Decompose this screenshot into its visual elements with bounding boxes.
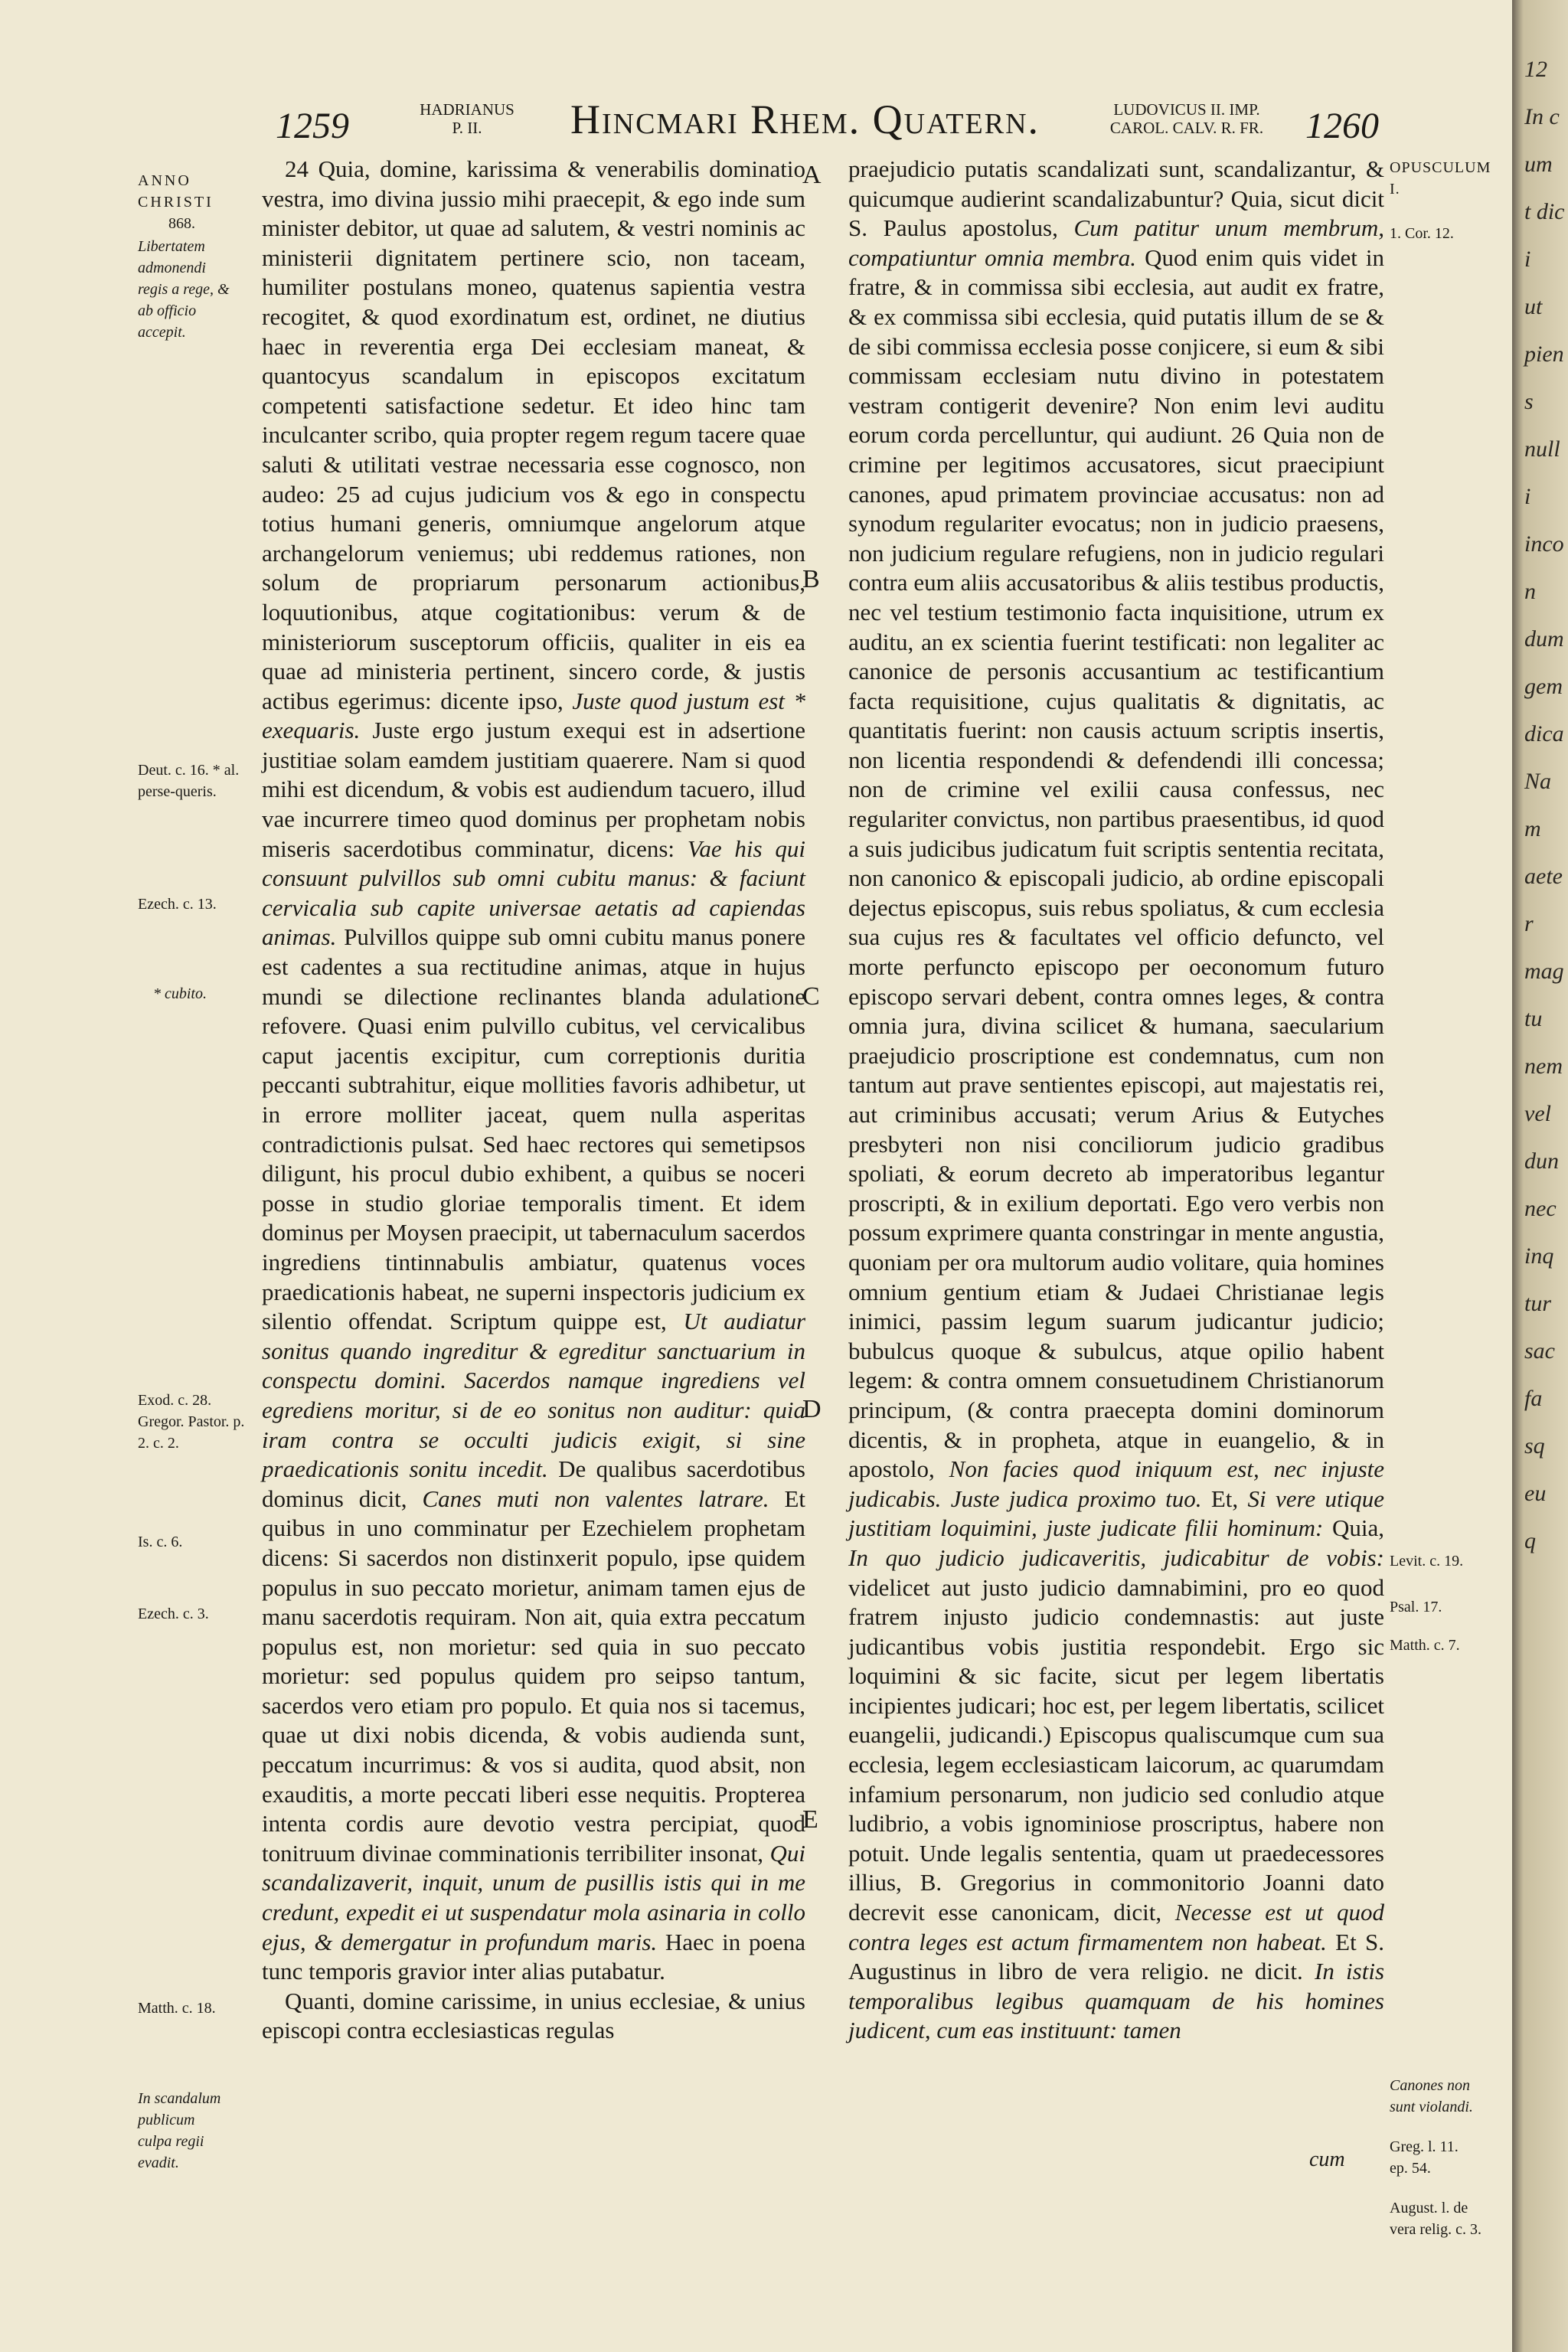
margin-note: Greg. l. 11. ep. 54.	[1390, 2138, 1459, 2177]
margin-note: In scandalum publicum culpa regii evadit.	[138, 2090, 221, 2171]
margin-note: August. l. de vera relig. c. 3.	[1390, 2200, 1481, 2238]
right-column	[848, 155, 1384, 2046]
margin-note: Matth. c. 7.	[1390, 1637, 1460, 1654]
catchword: cum	[1309, 2148, 1345, 2171]
margin-note: Canones non sunt violandi.	[1390, 2077, 1473, 2115]
running-title: Hincmari Rhem. Quatern.	[570, 96, 1040, 142]
page-number-right: 1260	[1305, 106, 1379, 146]
margin-note: Ezech. c. 3.	[138, 1606, 209, 1622]
page-number-left: 1259	[276, 106, 349, 146]
paragraph: 24 Quia, domine, karissima & venerabilis dominatio vestra, imo divina jussio mihi praecepit, & ego inde sum minister debitor, ut quae ad salutem, & vestri nominis ac ministerii dignitatem pertinere scio, non taceam, humiliter postulans moneo, quatenus sapientia vestra recogitet, & quod exordinatum est, ordinet, ne diutius haec in reverentia erga Dei ecclesiam maneat, & quantocyus scandalum in episcopos excitatum competenti satisfactione sedetur. Et ideo hinc tam inculcanter scribo, quia propter regem regum tacere quae saluti & utilitati vestrae necessaria esse cognosco, non audeo: 25 ad cujus judicium vos & ego in conspectu totius humani generis, omniumque angelorum atque archangelorum veniemus; ubi reddemus rationes, non solum de propriarum personarum actionibus, loquutionibus, atque cogitationibus: verum & de ministeriorum susceptorum officiis, qualiter in eis ea quae ad ministeria pertinent, sincero corde, & justis actibus egerimus: dicente ipso, Juste quod justum est * exequaris. Juste ergo justum exequi est in adsertione justitiae solam eamdem justitiam quaerere. Nam si quod mihi est dicendum, & vobis est audiendum tacuero, illud vae incurrere timeo quod dominus per prophetam nobis miseris sacerdotibus comminatur, dicens: Vae his qui consuunt pulvillos sub omni cubitu manus: & faciunt cervicalia sub capite universae aetatis ad capiendas animas. Pulvillos quippe sub omni cubitu manus ponere est cadentes a sua rectitudine animas, atque in hujus mundi se dilectione reclinantes blanda adulatione refovere. Quasi enim pulvillo cubitus, vel cervicalibus caput jacentis excipitur, cum correptionis duritia peccanti subtrahitur, eique mollities favoris adhibetur, ut in errore molliter jaceat, quem nulla asperitas contradictionis pulsat. Sed haec rectores qui semetipsos diligunt, his procul dubio exhibent, a quibus se noceri posse in studio gloriae temporalis timent. Et idem dominus per Moysen praecipit, ut tabernaculum sacerdos ingrediens tintinnabulis ambiatur, quatenus voces praedicationis habeat, ne superni inspectoris judicium ex silentio offendat. Scriptum quippe est, Ut audiatur sonitus quando ingreditur & egreditur sanctuarium in conspectu domini. Sacerdos namque ingrediens vel egrediens moritur, si de eo sonitus non auditur: quia iram contra se occulti judicis exigit, si sine praedicationis sonitu incedit. De qualibus sacerdotibus dominus dicit, Canes muti non valentes latrare. Et quibus in uno comminatur per Ezechielem prophetam dicens: Si sacerdos non distinxerit populo, ipse quidem populus in suo peccato morietur, animam tamen ejus de manu sacerdotis requiram. Non ait, quia extra peccatum populus est, non morietur: sed quia in suo peccato morietur: sed populus quidem pro seipso tantum, sacerdos vero etiam pro populo. Et quia nos si tacemus, quae ut dixi nobis dicenda, & vobis audienda sunt, peccatum incurrimus: & vos si audita, quod absit, non exauditis, a morte peccati liberi esse nequitis. Propterea intenta cordis aure devotio vestra percipiat, quod tonitruum divinae comminationis terribiliter insonat, Qui scandalizaverit, inquit, unum de pusillis istis qui in me credunt, expedit ei ut suspendatur mola asinaria in collo ejus, & demergatur in profundum maris. Haec in poena tunc temporis gravior inter alias putabatur.	[262, 155, 806, 1985]
margin-note: Libertatem admonendi regis a rege, & ab officio accepit.	[138, 238, 230, 341]
margin-year-label: ANNO CHRISTI	[138, 172, 214, 211]
margin-note: Psal. 17.	[1390, 1599, 1442, 1615]
margin-note: Deut. c. 16. * al. perse-queris.	[138, 762, 240, 800]
paragraph: praejudicio putatis scandalizati sunt, scandalizantur, & quicumque audierint scandalizabuntur? Quia, sicut dicit S. Paulus apostolus, Cum patitur unum membrum, compatiuntur omnia membra. Quod enim quis videt in fratre, & in commissa sibi ecclesia, aut audit ex fratre, & ex commissa sibi ecclesia, quid putatis illum de se & de sibi commissa ecclesia posse conjicere, si eum & sibi commissam ecclesiam nutu divino in potestatem vestram contigerit devenire? Non enim levi auditu eorum corda percelluntur, qui audiunt. 26 Quia non de crimine per legitimos accusatores, sicut praecipiunt canones, apud primatem provinciae accusatus: non ad synodum regulariter evocatus; non in judicio praesens, non judicium regulare refugiens, non in judicio regulari contra eum aliis accusatoribus & aliis testibus productis, nec vel testium testimonio facta inquisitione, utrum ex auditu, an ex scientia fuerint testificati: non legaliter ac canonice de personis accusantium ac testificantium facta requisitione, cujus qualitatis & dignitatis, ac quantitatis fuerint: non causis actuum scriptis insertis, non licentia respondendi & defendendi illi concessa; non de crimine vel exilii causa confessus, nec regulariter convictus, non partibus praesentibus, id quod a suis judicibus judicatum fuit scriptis sententia recitata, non canonico & episcopali judicio, ab ordine episcopali dejectus episcopus, suis rebus spoliatus, & cum ecclesia sua cujus res & facultates vel officio defuncto, vel morte perfuncto episcopo per oeconomum futuro episcopo servari debent, contra omnes leges, & contra omnia jura, divina scilicet & humana, saecularium praejudicio proscriptione est condemnatus, cum non tantum aut prave sentientes episcopi, aut majestatis rei, aut criminibus accusati; verum Arius & Eutyches presbyteri non nisi conciliorum judicio gradibus spoliati, & eorum decreto ab imperatoribus legantur proscripti, & in exilium deportati. Ego vero verbis non possum exprimere quanta constringar in mente angustia, quoniam per ora multorum audio volitare, quia homines omnium gentium etiam & Judaei Christianae legis inimici, passim legum suarum judicantur judicio; bubulcus quoque & subulcus, atque opilio habent legem: & contra omnem consuetudinem Christianorum principum, (& contra praecepta domini dominorum dicentis, & in propheta, atque in euangelio, & in apostolo, Non facies quod iniquum est, nec injuste judicabis. Juste judica proximo tuo. Et, Si vere utique justitiam loquimini, juste judicate filii hominum: Quia, In quo judicio judicaveritis, judicabitur de vobis: videlicet aut justo judicio damnabimini, pro eo quod fratrem injusto judicio condemnastis: aut juste judicantibus vobis justitia respondebit. Ergo sic loquimini & sic facite, sicut per legem libertatis incipientes judicari; hoc est, per legem libertatis, scilicet euangelii, judicandi.) Episcopus qualiscumque cum sua ecclesia, legem ecclesiasticam laicorum, ac quarumdam infamium personarum, non judicio sed conludio atque ludibrio, a vobis ignominiose proscriptus, habere non potuit. Unde legalis sententia, quam ut praedecessores illius, B. Gregorius in commonitorio Joanni dato decrevit esse canonicam, dicit, Necesse est ut quod contra leges est actum firmamentem non habeat. Et S. Augustinus in libro de vera religio. ne dicit. In istis temporalibus legibus quamquam de his homines judicent, cum eas instituunt: tamen	[848, 155, 1385, 2044]
facing-page-fragment: 12 In cum t dici ut piens nulli incon dum gem dica Nam aeter mag tu nem vel dun nec inq tur sac fa sq eu q	[1524, 57, 1565, 1553]
margin-note: 1. Cor. 12.	[1390, 225, 1454, 242]
header-pope: HADRIANUS P. II.	[420, 100, 514, 137]
paragraph: Quanti, domine carissime, in unius ecclesiae, & unius episcopi contra ecclesiasticas regulas	[262, 1987, 805, 2044]
margin-note: Is. c. 6.	[138, 1534, 183, 1550]
facing-page-edge	[1512, 0, 1568, 2352]
margin-note: Ezech. c. 13.	[138, 896, 217, 913]
header-emperor: LUDOVICUS II. IMP. CAROL. CALV. R. FR.	[1109, 100, 1264, 137]
section-letter: B	[802, 565, 820, 593]
margin-note: OPUSCULUM I.	[1390, 159, 1491, 198]
section-letter: A	[802, 161, 822, 189]
margin-note: Levit. c. 19.	[1390, 1553, 1464, 1570]
section-letter: E	[802, 1805, 818, 1834]
left-column	[262, 155, 805, 2046]
section-letter: D	[802, 1395, 822, 1423]
page-header	[0, 73, 1512, 157]
margin-year: 868.	[168, 215, 195, 232]
margin-note: Matth. c. 18.	[138, 2000, 216, 2017]
section-letter: C	[802, 982, 820, 1011]
margin-note: * cubito.	[153, 985, 207, 1002]
margin-note: Exod. c. 28. Gregor. Pastor. p. 2. c. 2.	[138, 1392, 245, 1452]
